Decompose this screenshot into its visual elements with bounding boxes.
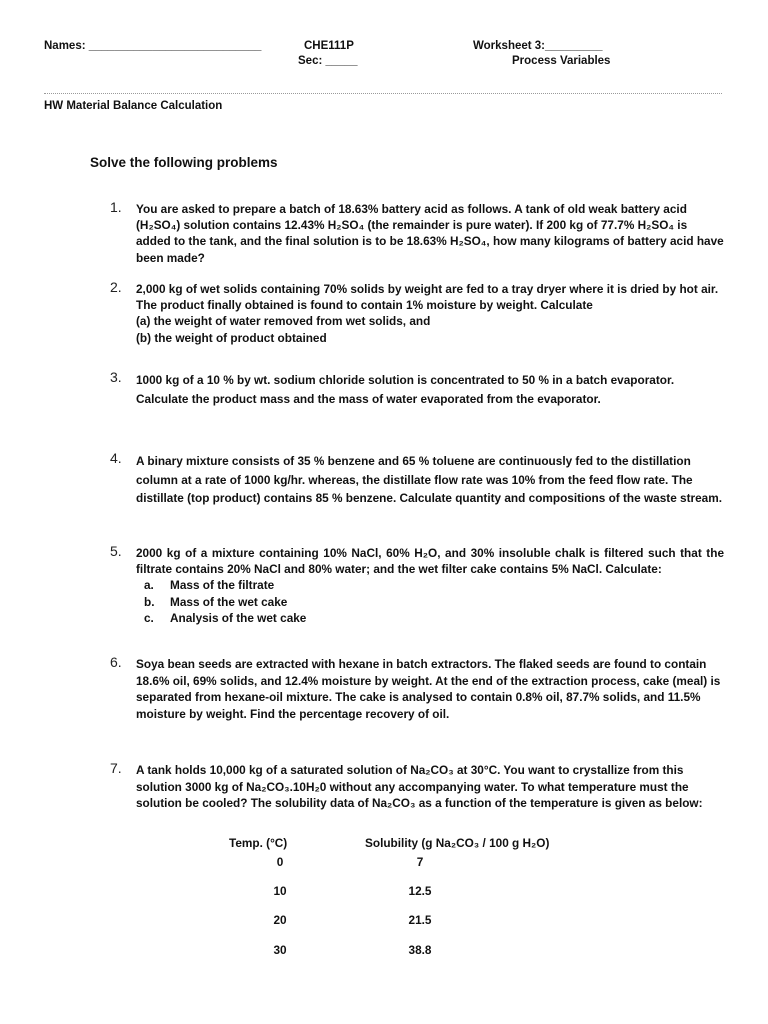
course-code: CHE111P (304, 40, 354, 52)
list-marker: b. (144, 594, 155, 609)
table-cell-temp: 10 (273, 884, 287, 898)
problem-subitems (136, 577, 724, 626)
list-marker: c. (144, 610, 154, 625)
problem-4 (110, 452, 724, 508)
worksheet-field: Worksheet 3:_________ (473, 40, 603, 52)
problem-text: 2,000 kg of wet solids containing 70% solids by weight are fed to a tray dryer where it is dried by hot air. The product finally obtained is found to contain 1% moisture by weight. Calculate (136, 282, 719, 313)
problem-number: 4. (110, 450, 122, 466)
problem-6 (110, 656, 724, 722)
problem-number: 6. (110, 654, 122, 670)
names-field: Names: ___________________________ (44, 40, 262, 52)
problem-number: 7. (110, 760, 122, 776)
table-cell-solubility: 38.8 (408, 943, 432, 957)
list-item-text: Mass of the wet cake (170, 594, 288, 609)
list-item (136, 577, 724, 593)
table-cell-temp: 0 (276, 855, 284, 869)
problem-part-a: (a) the weight of water removed from wet solids, and (136, 314, 431, 329)
hw-title: HW Material Balance Calculation (44, 100, 223, 112)
problem-text: A binary mixture consists of 35 % benzene and 65 % toluene are continuously fed to the distillation column at a rate of 1000 kg/hr. whereas, the distillate flow rate was 10% from the feed flow rate. The distillate (top product) contains 85 % benzene. Calculate quantity and compositions of the waste stream. (136, 454, 723, 505)
problem-number: 2. (110, 279, 122, 295)
list-item (136, 610, 724, 626)
table-cell-temp: 30 (273, 943, 287, 957)
header-divider (44, 93, 722, 94)
problem-7 (110, 762, 724, 812)
problem-text: 1000 kg of a 10 % by wt. sodium chloride solution is concentrated to 50 % in a batch evaporator. Calculate the product mass and the mass of water evaporated from the evaporator. (136, 373, 675, 406)
problem-text: A tank holds 10,000 kg of a saturated solution of Na₂CO₃ at 30°C. You want to crystallize from this solution 3000 kg of Na₂CO₃.10H₂0 without any accompanying water. To what temperature must the solution be cooled? The solubility data of Na₂CO₃ as a function of the temperature is given as below: (136, 763, 703, 810)
list-item-text: Mass of the filtrate (170, 578, 275, 593)
section-title: Solve the following problems (90, 155, 278, 170)
list-marker: a. (144, 578, 154, 593)
list-item-text: Analysis of the wet cake (170, 610, 307, 625)
problem-number: 5. (110, 543, 122, 559)
problem-2 (110, 281, 724, 346)
table-header-solubility: Solubility (g Na₂CO₃ / 100 g H₂O) (365, 836, 550, 850)
table-cell-temp: 20 (273, 913, 287, 927)
table-cell-solubility: 21.5 (408, 913, 432, 927)
section-field: Sec: _____ (298, 55, 358, 67)
problem-text: 2000 kg of a mixture containing 10% NaCl, 60% H₂O, and 30% insoluble chalk is filtered such that the filtrate contains 20% NaCl and 80% water; and the wet filter cake contains 5% NaCl. Calculate: (136, 546, 724, 577)
problem-3 (110, 371, 724, 408)
problem-1 (110, 201, 724, 266)
problem-part-b: (b) the weight of product obtained (136, 330, 327, 345)
worksheet-subtitle: Process Variables (512, 55, 611, 67)
problem-text: Soya bean seeds are extracted with hexane in batch extractors. The flaked seeds are found to contain 18.6% oil, 69% solids, and 12.4% moisture by weight. At the end of the extraction process, cake (meal) is separated from hexane-oil mixture. The cake is analysed to contain 0.8% oil, 87.7% solids, and 11.5% moisture by weight. Find the percentage recovery of oil. (136, 657, 721, 721)
table-cell-solubility: 12.5 (408, 884, 432, 898)
list-item (136, 594, 724, 610)
problem-text: You are asked to prepare a batch of 18.63% battery acid as follows. A tank of old weak battery acid (H₂SO₄) solution contains 12.43% H₂SO₄ (the remainder is pure water). If 200 kg of 77.7% H₂SO₄ is added to the tank, and the final solution is to be 18.63% H₂SO₄, how many kilograms of battery acid have been made? (136, 202, 724, 265)
table-cell-solubility: 7 (416, 855, 424, 869)
problem-number: 3. (110, 369, 122, 385)
table-header-temp: Temp. (°C) (229, 836, 288, 850)
problem-5 (110, 545, 724, 626)
problem-number: 1. (110, 199, 122, 215)
